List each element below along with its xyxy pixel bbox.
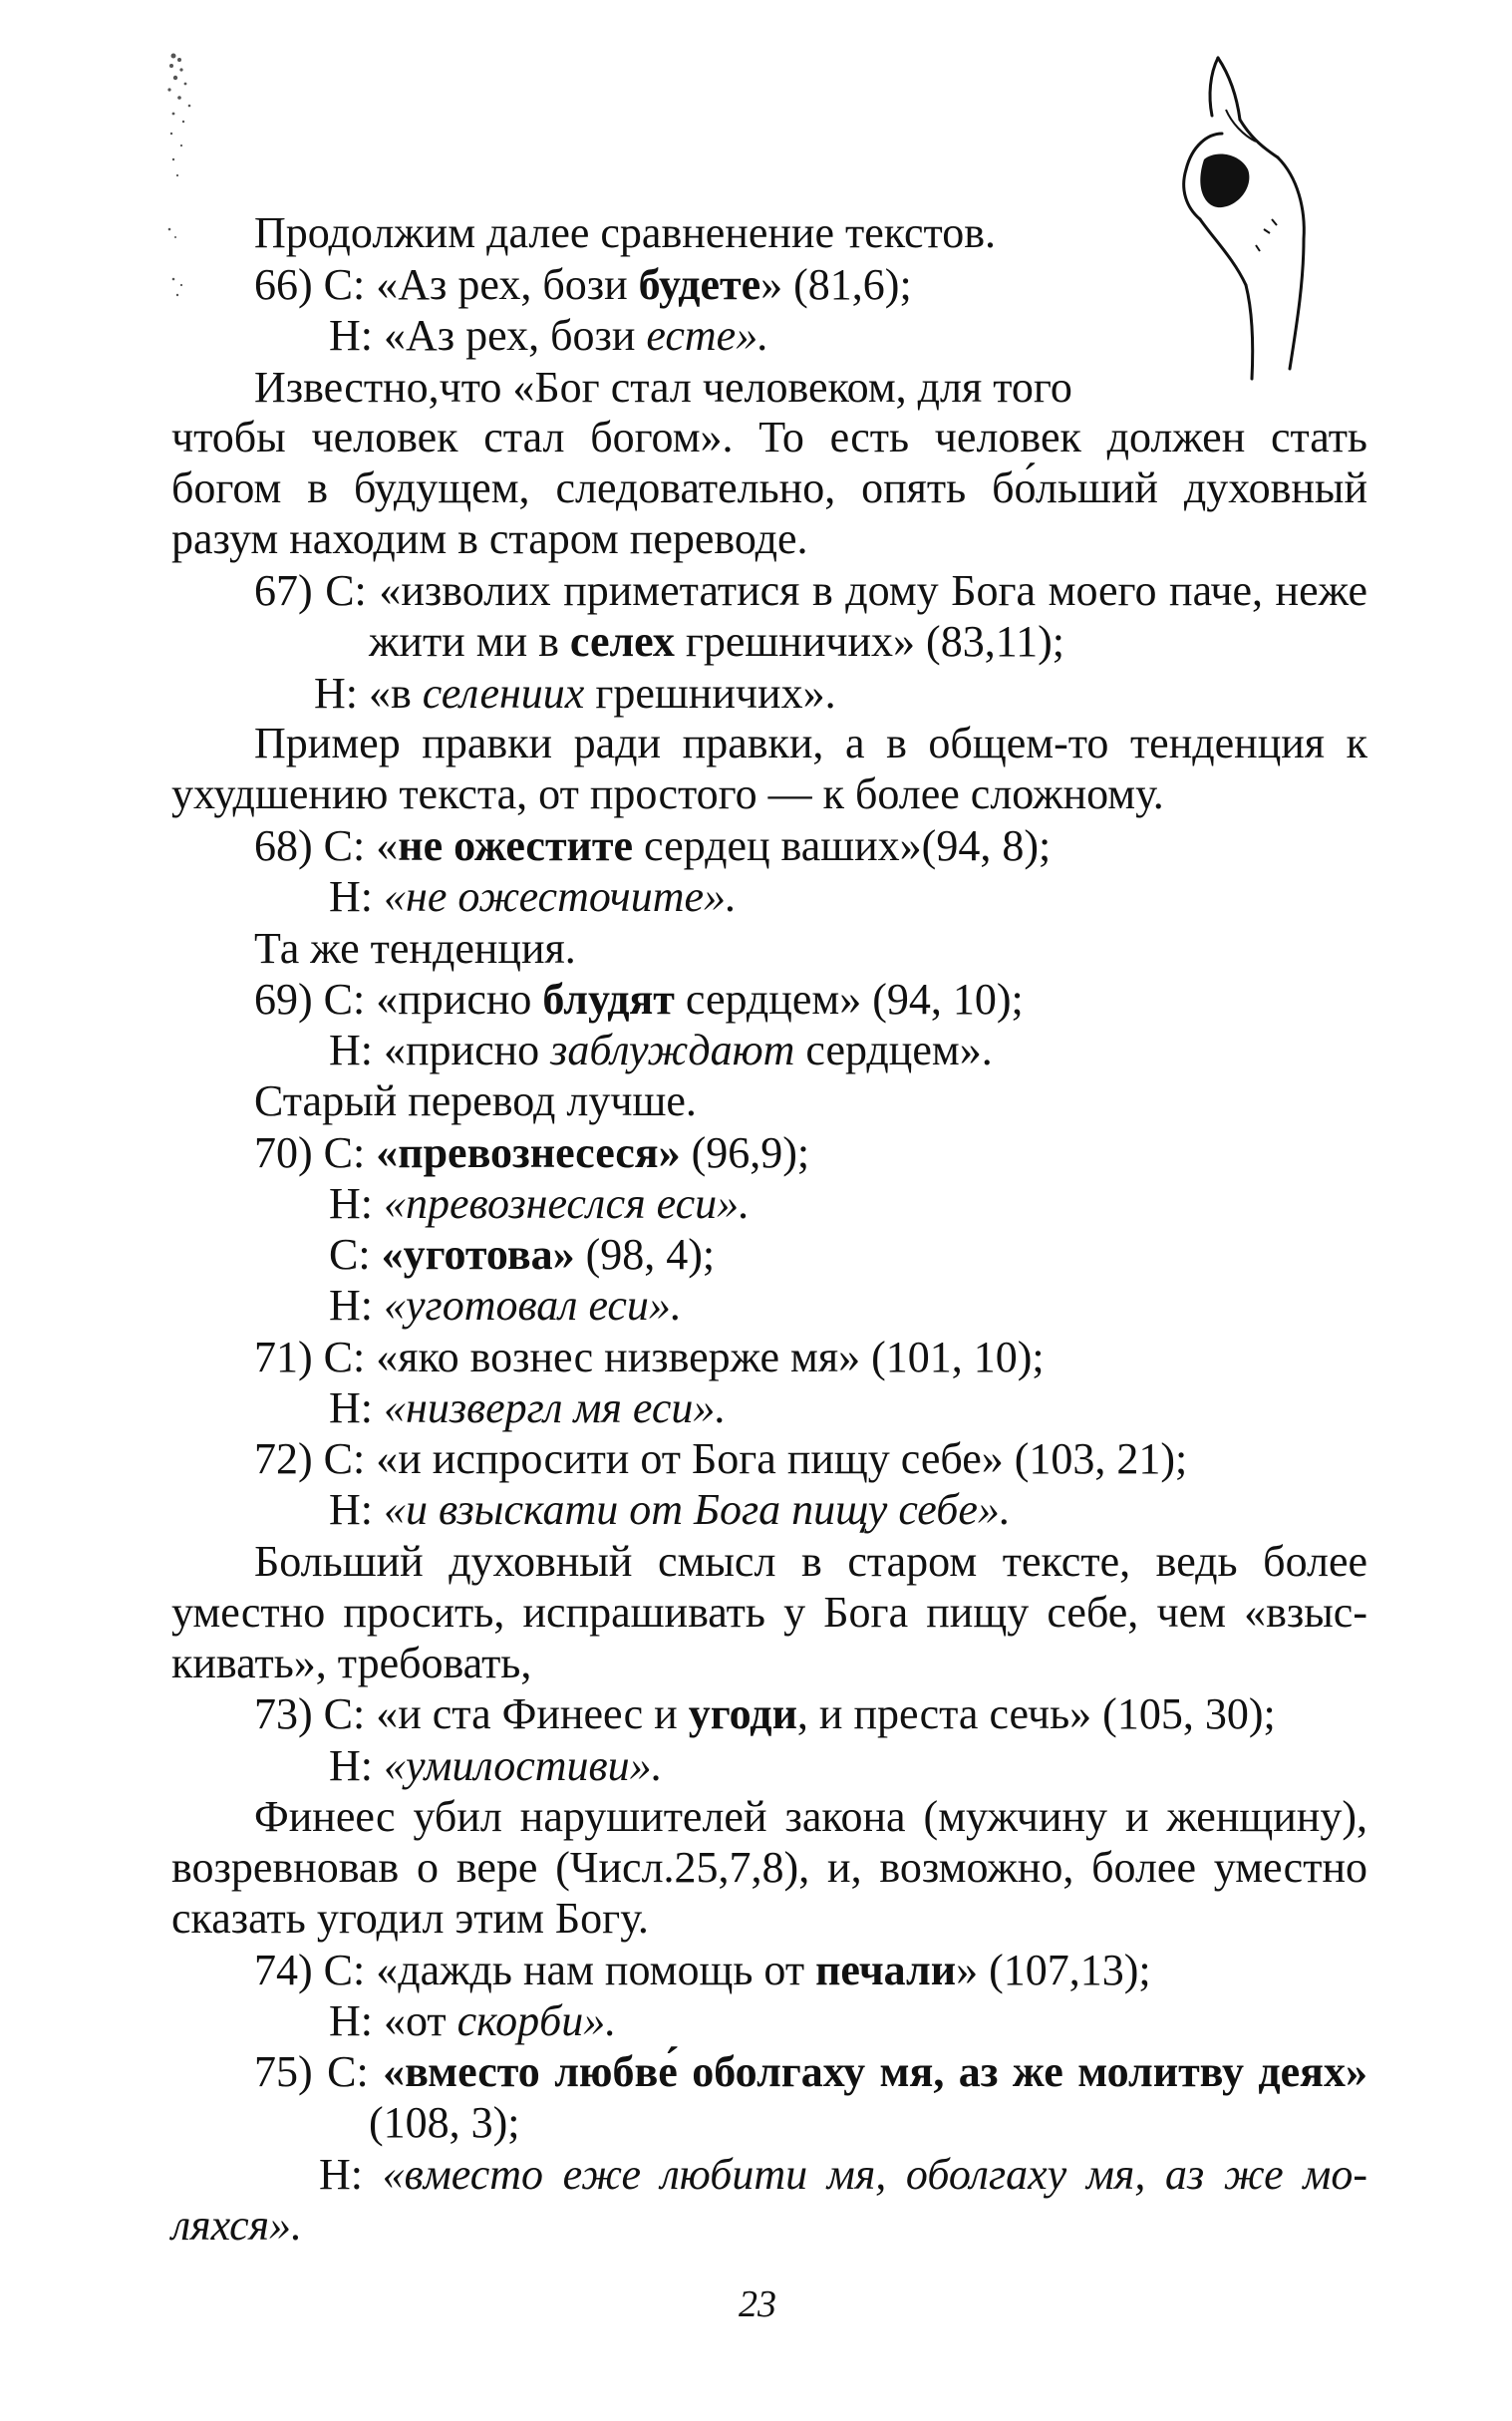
text-line-6 (171, 462, 1367, 514)
text-line-20 (329, 1178, 750, 1230)
text-segment: «умилостиви». (384, 1741, 663, 1790)
text-line-1 (254, 207, 996, 259)
text-line-35 (254, 1945, 1151, 1996)
text-segment: (98, 4); (574, 1230, 716, 1279)
text-line-23 (254, 1332, 1045, 1383)
text-line-28 (171, 1587, 1367, 1639)
text-segment: грешничих». (584, 669, 836, 718)
text-segment: Н: (329, 1741, 384, 1790)
text-segment: 75) С: (254, 2047, 384, 2096)
text-segment: «не ожесточите». (384, 872, 738, 921)
text-line-38 (369, 2097, 520, 2149)
text-line-29 (171, 1638, 531, 1689)
text-line-30 (254, 1688, 1276, 1740)
text-segment: 73) С: «и ста Финеес и (254, 1689, 689, 1738)
text-line-7 (171, 513, 808, 565)
text-segment: будете (638, 260, 761, 309)
text-segment: «превознеслся еси». (384, 1179, 751, 1228)
text-segment: , и преста сечь» (105, 30); (796, 1689, 1276, 1738)
text-segment: ухудшению текста, от простого — к более сложному. (171, 769, 1164, 818)
text-line-39 (319, 2149, 1367, 2201)
text-segment: Старый перевод лучше. (254, 1076, 697, 1125)
text-line-17 (329, 1025, 993, 1076)
text-segment: » (107,13); (956, 1946, 1151, 1994)
text-segment: не ожестите (398, 821, 634, 870)
text-segment: печали (815, 1946, 957, 1994)
text-line-10 (314, 668, 836, 720)
text-segment: Н: (329, 1485, 384, 1534)
text-line-34 (171, 1893, 649, 1945)
text-line-31 (329, 1740, 663, 1792)
text-line-21 (329, 1229, 715, 1281)
text-segment: разум находим в старом переводе. (171, 514, 808, 563)
text-segment: (96,9); (680, 1128, 810, 1177)
text-line-5 (171, 412, 1367, 463)
text-line-37 (254, 2046, 1367, 2098)
text-line-22 (329, 1280, 682, 1332)
text-line-27 (254, 1536, 1367, 1588)
text-segment: «низвергл мя еси». (384, 1383, 727, 1432)
text-line-9 (369, 616, 1064, 668)
text-segment: 74) С: «даждь нам помощь от (254, 1946, 816, 1994)
text-line-11 (254, 718, 1367, 769)
text-segment: «вместо еже любити мя, оболгаху мя, аз же мо- (382, 2150, 1367, 2199)
text-segment: угоди (688, 1689, 797, 1738)
text-segment: «и взыскати от Бога пищу себе». (384, 1485, 1011, 1534)
text-segment: сердцем» (94, 10); (674, 975, 1024, 1024)
text-segment: Н: «Аз рех, бози (329, 311, 647, 360)
text-segment: Н: «от (329, 1996, 457, 2045)
text-segment: богом в будущем, следовательно, опять бо́льший духовный (171, 463, 1367, 512)
text-segment: селениих (422, 669, 585, 718)
text-segment: «превознесеся» (376, 1128, 681, 1177)
text-segment: «уготовал еси». (384, 1281, 682, 1330)
text-segment: есте». (646, 311, 769, 360)
text-line-26 (329, 1484, 1011, 1536)
text-segment: жити ми в (369, 617, 570, 666)
text-segment: 66) С: «Аз рех, бози (254, 260, 639, 309)
text-segment: «вместо любве́ оболгаху мя, аз же молитву деях» (383, 2047, 1367, 2096)
text-line-16 (254, 974, 1024, 1026)
text-line-19 (254, 1127, 809, 1179)
text-segment: 69) С: «присно (254, 975, 543, 1024)
text-segment: «уготова» (381, 1230, 575, 1279)
text-segment: чтобы человек стал богом». То есть человек должен стать (171, 413, 1367, 461)
text-segment: Финеес убил нарушителей закона (мужчину и женщину), (254, 1792, 1367, 1841)
text-segment: Н: (329, 1179, 384, 1228)
text-line-40 (171, 2200, 302, 2252)
text-segment: Продолжим далее сравненение текстов. (254, 208, 996, 257)
text-segment: грешничих» (83,11); (674, 617, 1064, 666)
text-segment: Н: (319, 2150, 383, 2199)
text-segment: сердцем». (794, 1026, 993, 1074)
text-segment: 68) С: « (254, 821, 399, 870)
text-segment: 71) С: «яко вознес низверже мя» (101, 10); (254, 1333, 1045, 1381)
text-segment: Больший духовный смысл в старом тексте, ведь более (254, 1537, 1367, 1586)
text-line-8 (254, 565, 1367, 617)
text-segment: ляхся». (171, 2201, 303, 2250)
text-segment: Известно,что «Бог стал человеком, для того (254, 363, 1072, 412)
text-line-14 (329, 871, 737, 923)
text-line-3 (329, 310, 768, 362)
text-segment: Н: (329, 872, 384, 921)
margin-scribble-icon (159, 50, 229, 329)
text-segment: сказать угодил этим Богу. (171, 1894, 649, 1943)
text-segment: 72) С: «и испросити от Бога пищу себе» (103, 21); (254, 1434, 1188, 1483)
page-number: 23 (739, 2283, 776, 2325)
text-segment: 70) С: (254, 1128, 377, 1177)
text-segment: Н: «в (314, 669, 423, 718)
text-segment: сердец ваших»(94, 8); (633, 821, 1052, 870)
text-segment: кивать», требовать, (171, 1639, 532, 1687)
text-segment: селех (569, 617, 675, 666)
text-line-18 (254, 1075, 697, 1127)
text-line-25 (254, 1433, 1187, 1485)
text-segment: скорби». (456, 1996, 617, 2045)
text-line-15 (254, 923, 576, 975)
text-segment: С: (329, 1230, 382, 1279)
text-line-24 (329, 1382, 726, 1434)
text-line-13 (254, 820, 1051, 872)
text-segment: Н: (329, 1383, 384, 1432)
text-segment: блудят (542, 975, 675, 1024)
text-line-33 (171, 1842, 1367, 1894)
text-segment: заблуждают (550, 1026, 795, 1074)
text-segment: уместно просить, испрашивать у Бога пищу себе, чем «взыс- (171, 1588, 1367, 1637)
text-segment: возревновав о вере (Числ.25,7,8), и, возможно, более уместно (171, 1843, 1367, 1892)
text-line-12 (171, 768, 1164, 820)
text-segment: Н: (329, 1281, 384, 1330)
text-segment: Н: «присно (329, 1026, 551, 1074)
text-segment: Пример правки ради правки, а в общем-то тенденция к (254, 719, 1367, 767)
text-segment: Та же тенденция. (254, 924, 576, 973)
text-segment: » (81,6); (760, 260, 912, 309)
text-line-32 (254, 1791, 1367, 1843)
text-line-4 (254, 362, 1072, 414)
text-line-2 (254, 259, 912, 311)
text-line-36 (329, 1995, 616, 2047)
text-segment: 67) С: «изволих приметатися в дому Бога моего паче, неже (254, 566, 1367, 615)
text-segment: (108, 3); (369, 2098, 520, 2147)
hand-illustration-icon (1156, 50, 1326, 389)
